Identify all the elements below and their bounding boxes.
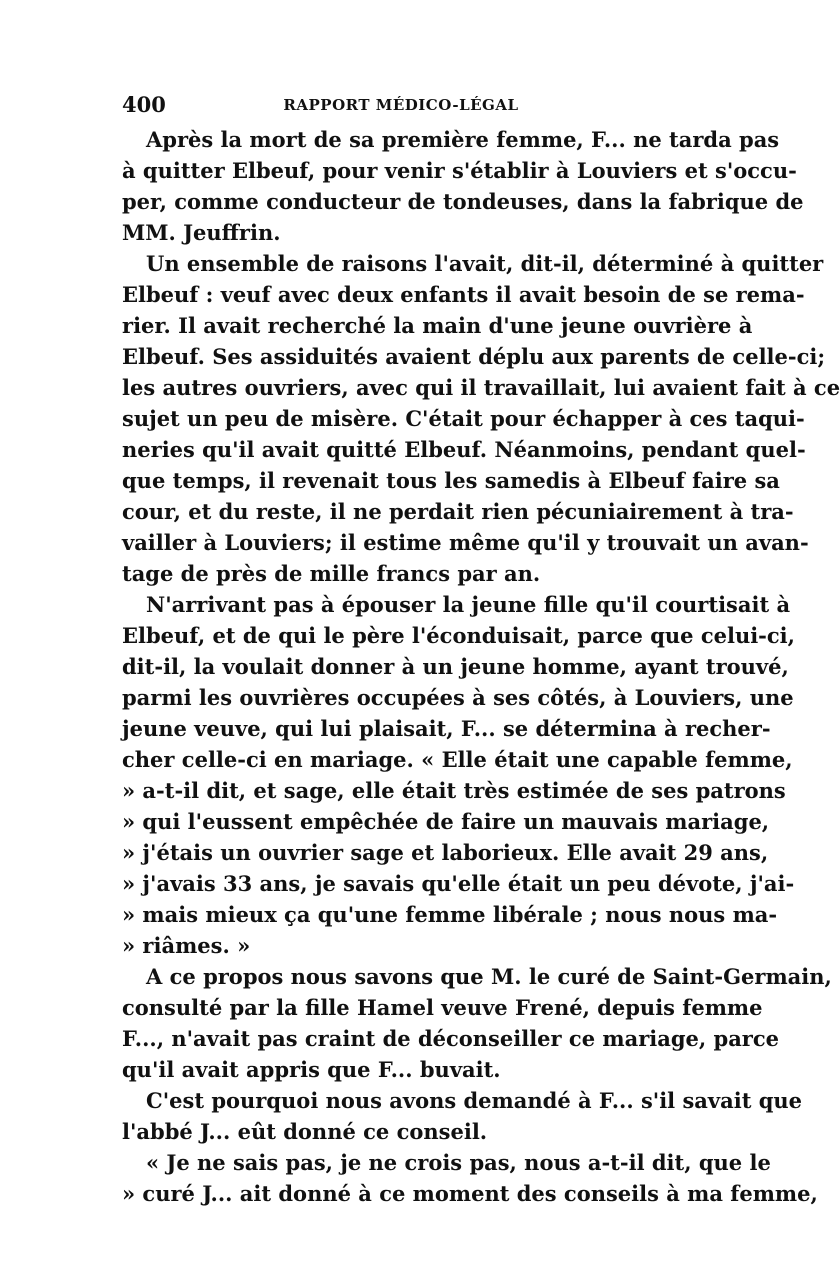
text-line: MM. Jeuffrin.: [122, 220, 281, 245]
page-header: [122, 92, 680, 118]
text-line: « Je ne sais pas, je ne crois pas, nous a-t-il dit, que le: [146, 1150, 771, 1175]
text-line: per, comme conducteur de tondeuses, dans la fabrique de: [122, 189, 804, 214]
text-line: » mais mieux ça qu'une femme libérale ; nous nous ma-: [122, 902, 778, 927]
text-line: qu'il avait appris que F... buvait.: [122, 1057, 501, 1082]
text-line: neries qu'il avait quitté Elbeuf. Néanmoins, pendant quel-: [122, 437, 806, 462]
text-line: » curé J... ait donné à ce moment des conseils à ma femme,: [122, 1181, 818, 1206]
text-line: cour, et du reste, il ne perdait rien pécuniairement à tra-: [122, 499, 794, 524]
text-line: Elbeuf, et de qui le père l'éconduisait, parce que celui-ci,: [122, 623, 795, 648]
text-line: » j'avais 33 ans, je savais qu'elle était un peu dévote, j'ai-: [122, 871, 795, 896]
body-text: [122, 124, 840, 1209]
text-line: sujet un peu de misère. C'était pour échapper à ces taqui-: [122, 406, 805, 431]
text-line: N'arrivant pas à épouser la jeune fille qu'il courtisait à: [146, 592, 791, 617]
text-line: » a-t-il dit, et sage, elle était très estimée de ses patrons: [122, 778, 786, 803]
text-line: Un ensemble de raisons l'avait, dit-il, déterminé à quitter: [146, 251, 824, 276]
text-line: C'est pourquoi nous avons demandé à F... s'il savait que: [146, 1088, 803, 1113]
text-line: rier. Il avait recherché la main d'une jeune ouvrière à: [122, 313, 753, 338]
page-number: 400: [122, 92, 166, 117]
text-line: jeune veuve, qui lui plaisait, F... se détermina à recher-: [122, 716, 771, 741]
text-line: parmi les ouvrières occupées à ses côtés, à Louviers, une: [122, 685, 794, 710]
text-line: F..., n'avait pas craint de déconseiller ce mariage, parce: [122, 1026, 780, 1051]
text-line: Elbeuf : veuf avec deux enfants il avait besoin de se rema-: [122, 282, 805, 307]
text-line: consulté par la fille Hamel veuve Frené, depuis femme: [122, 995, 763, 1020]
text-line: » qui l'eussent empêchée de faire un mauvais mariage,: [122, 809, 770, 834]
text-line: Elbeuf. Ses assiduités avaient déplu aux parents de celle-ci;: [122, 344, 826, 369]
text-line: à quitter Elbeuf, pour venir s'établir à Louviers et s'occu-: [122, 158, 797, 183]
text-line: » riâmes. »: [122, 933, 251, 958]
text-line: » j'étais un ouvrier sage et laborieux. Elle avait 29 ans,: [122, 840, 769, 865]
text-line: que temps, il revenait tous les samedis à Elbeuf faire sa: [122, 468, 780, 493]
text-line: l'abbé J... eût donné ce conseil.: [122, 1119, 488, 1144]
text-line: les autres ouvriers, avec qui il travaillait, lui avaient fait à ce: [122, 375, 840, 400]
running-title: RAPPORT MÉDICO-LÉGAL: [283, 96, 519, 114]
text-line: vailler à Louviers; il estime même qu'il y trouvait un avan-: [122, 530, 809, 555]
text-line: Après la mort de sa première femme, F... ne tarda pas: [146, 127, 780, 152]
text-line: A ce propos nous savons que M. le curé de Saint-Germain,: [146, 964, 832, 989]
text-line: cher celle-ci en mariage. « Elle était une capable femme,: [122, 747, 793, 772]
text-line: dit-il, la voulait donner à un jeune homme, ayant trouvé,: [122, 654, 789, 679]
text-line: tage de près de mille francs par an.: [122, 561, 541, 586]
